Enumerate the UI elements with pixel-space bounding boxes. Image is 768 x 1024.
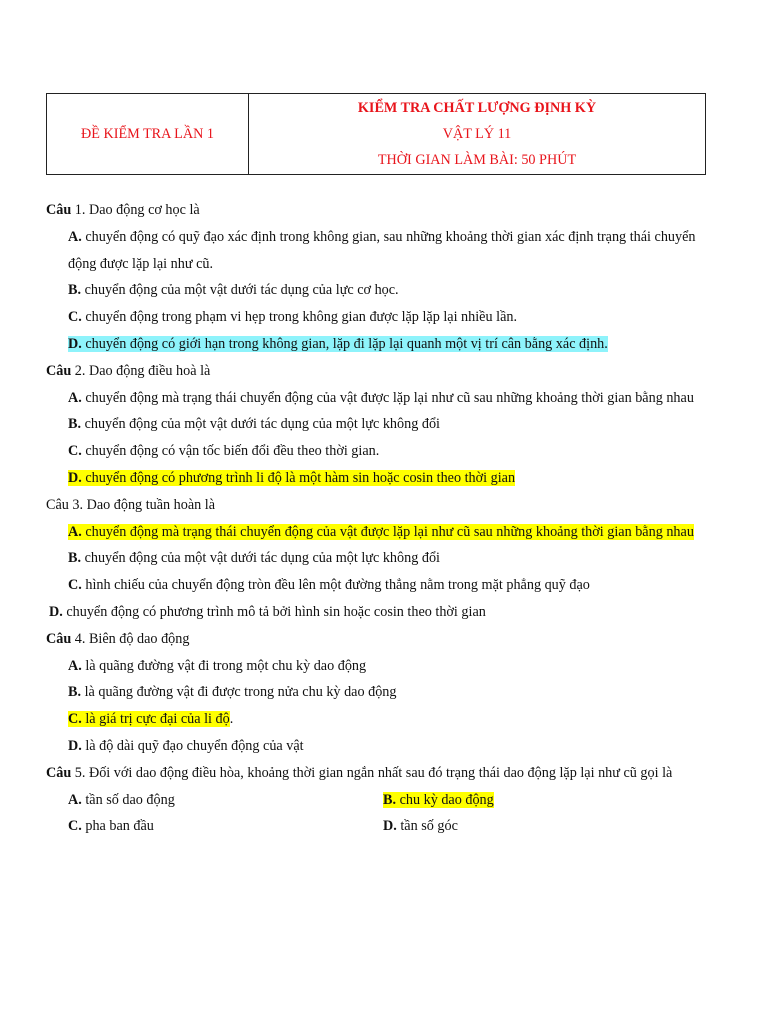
option-text: là độ dài quỹ đạo chuyển động của vật — [81, 737, 304, 754]
option-content — [68, 229, 696, 272]
question-text: Biên độ dao động — [88, 630, 190, 647]
option-text: là quãng đường vật đi được trong nửa chu kỳ dao động — [81, 684, 397, 701]
answer-option[interactable] — [46, 304, 706, 331]
question-number: 1. — [71, 202, 89, 218]
answer-option[interactable] — [46, 331, 706, 358]
answer-option[interactable] — [383, 787, 698, 814]
option-text: chuyển động có quỹ đạo xác định trong không gian, sau những khoảng thời gian xác định trạng thái chuyển động được lặp lại như cũ. — [68, 228, 696, 272]
option-content — [68, 309, 517, 325]
option-letter: B. — [68, 416, 82, 433]
option-text: chuyển động mà trạng thái chuyển động của vật được lặp lại như cũ sau những khoảng thời gian bằng nhau — [81, 389, 694, 406]
question-number: 5. — [71, 764, 89, 781]
exam-subject: VẬT LÝ 11 — [442, 126, 512, 142]
answer-option[interactable] — [46, 545, 706, 572]
answer-option[interactable] — [46, 277, 706, 304]
option-trailing: . — [229, 711, 234, 728]
question-text: Dao động điều hoà là — [88, 362, 211, 379]
answer-option[interactable] — [46, 385, 706, 412]
highlighted-answer — [383, 792, 494, 808]
option-letter: B. — [68, 684, 82, 701]
question-text: Dao động tuần hoàn là — [86, 496, 216, 513]
option-text: là quãng đường vật đi trong một chu kỳ dao động — [81, 657, 367, 674]
option-letter: D. — [68, 469, 82, 486]
answer-option[interactable] — [46, 599, 706, 626]
exam-header-table — [46, 93, 706, 175]
option-text: chuyển động của một vật dưới tác dụng của một lực không đổi — [81, 416, 440, 433]
option-content — [68, 443, 379, 459]
option-text: pha ban đầu — [81, 818, 154, 835]
option-text: hình chiếu của chuyển động tròn đều lên một đường thẳng nằm trong mặt phẳng quỹ đạo — [81, 577, 590, 594]
option-content — [68, 282, 399, 298]
question-text: Dao động cơ học là — [88, 202, 200, 218]
answer-option[interactable] — [46, 519, 706, 546]
option-text: chuyển động có phương trình li độ là một hàm sin hoặc cosin theo thời gian — [81, 469, 516, 486]
option-letter: A. — [68, 791, 82, 808]
answer-option[interactable] — [46, 653, 706, 680]
answer-option[interactable] — [46, 679, 706, 706]
option-letter: B. — [383, 791, 397, 808]
answer-option[interactable] — [46, 438, 706, 465]
answer-option[interactable] — [46, 733, 706, 760]
exam-info — [249, 94, 705, 174]
option-letter: C. — [68, 443, 82, 460]
option-text: chuyển động có giới hạn trong không gian, lặp đi lặp lại quanh một vị trí cân bằng xác định. — [81, 335, 608, 352]
answer-option[interactable] — [46, 224, 706, 278]
question-label: Câu — [46, 362, 72, 379]
question-stem — [46, 626, 706, 653]
option-text: chuyển động trong phạm vi hẹp trong không gian được lặp lặp lại nhiều lần. — [81, 309, 518, 326]
option-content — [68, 818, 154, 834]
answer-option[interactable] — [46, 465, 706, 492]
question-label: Câu — [46, 764, 72, 781]
option-letter: A. — [68, 228, 82, 245]
question-text: Đối với dao động điều hòa, khoảng thời gian ngắn nhất sau đó trạng thái dao động lặp lại như cũ gọi là — [88, 764, 673, 781]
option-text: chuyển động mà trạng thái chuyển động của vật được lặp lại như cũ sau những khoảng thời gian bằng nhau — [81, 523, 694, 540]
answer-option[interactable] — [68, 787, 383, 814]
option-letter: A. — [68, 523, 82, 540]
option-letter: D. — [49, 603, 63, 620]
answer-option[interactable] — [46, 572, 706, 599]
option-letter: C. — [68, 577, 82, 594]
option-text: tần số góc — [396, 818, 458, 835]
option-text: chuyển động của một vật dưới tác dụng của lực cơ học. — [81, 282, 399, 299]
question-stem — [46, 492, 706, 519]
exam-attempt-label: ĐỀ KIỂM TRA LẦN 1 — [47, 94, 249, 174]
highlighted-answer — [68, 711, 230, 727]
option-letter: C. — [68, 309, 82, 326]
option-content — [68, 390, 694, 406]
option-letter: A. — [68, 389, 82, 406]
option-content — [383, 818, 458, 834]
question-stem — [46, 358, 706, 385]
option-content — [68, 738, 304, 754]
option-content — [68, 684, 396, 700]
option-letter: C. — [68, 711, 82, 728]
option-content — [68, 416, 440, 432]
option-text: chu kỳ dao động — [396, 791, 494, 808]
option-content — [49, 604, 486, 620]
option-content — [68, 658, 366, 674]
option-row — [46, 813, 706, 840]
option-text: chuyển động có vận tốc biến đổi đều theo thời gian. — [81, 443, 380, 460]
option-text: chuyển động có phương trình mô tả bởi hình sin hoặc cosin theo thời gian — [62, 603, 486, 620]
option-letter: C. — [68, 818, 82, 835]
exam-duration: THỜI GIAN LÀM BÀI: 50 PHÚT — [377, 152, 577, 168]
option-content — [68, 577, 590, 593]
option-letter: A. — [68, 657, 82, 674]
question-stem — [46, 197, 706, 224]
option-content — [68, 792, 175, 808]
option-content — [68, 550, 440, 566]
answer-option[interactable] — [46, 411, 706, 438]
question-number: 2. — [71, 362, 89, 379]
question-stem — [46, 760, 706, 787]
exam-title: KIỂM TRA CHẤT LƯỢNG ĐỊNH KỲ — [357, 100, 597, 116]
option-letter: D. — [68, 737, 82, 754]
option-text: tần số dao động — [81, 791, 175, 808]
option-letter: D. — [383, 818, 397, 835]
highlighted-answer — [68, 524, 694, 540]
option-letter: B. — [68, 282, 82, 299]
option-letter: B. — [68, 550, 82, 567]
question-number: 4. — [71, 630, 89, 647]
question-label: Câu — [46, 202, 72, 218]
question-number: 3. — [68, 496, 87, 513]
option-letter: D. — [68, 335, 82, 352]
option-text: là giá trị cực đại của li độ — [81, 711, 230, 728]
question-label: Câu — [46, 630, 72, 647]
option-row — [46, 787, 706, 814]
answer-option[interactable] — [383, 813, 698, 840]
highlighted-answer — [68, 336, 608, 352]
question-label: Câu — [46, 496, 69, 513]
answer-option[interactable] — [68, 813, 383, 840]
question-list — [46, 197, 706, 840]
highlighted-answer — [68, 470, 515, 486]
option-text: chuyển động của một vật dưới tác dụng của một lực không đổi — [81, 550, 440, 567]
answer-option[interactable] — [46, 706, 706, 733]
